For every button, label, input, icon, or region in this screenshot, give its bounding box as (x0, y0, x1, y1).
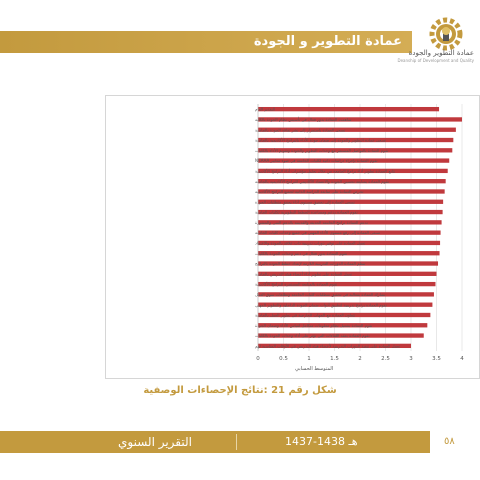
x-tick-label: 3.5 (432, 356, 441, 362)
category-label: تسعى العمادة إلى رفع مستوى الأداء المهني في جميع وحدات كليات الجامعة (255, 230, 381, 236)
category-label: تحرص العمادة على متابعة الدراسة الذاتية لجميع البرامج الأكاديمية (255, 189, 364, 195)
category-label: تقوم العمادة بتفعيل نظام معلومات متكامل لقياس الأداء وضمان الجودة (255, 322, 373, 328)
category-label: تنظم العمادة الدورات التدريبية اللازمة لإعداد خطط الجودة بالبرامج (255, 261, 366, 267)
category-label: تقوم العمادة بالتواصل المستمر مع وحدات التطوير والجودة وتقويم الأداء بالكليات (255, 147, 389, 153)
category-label: تقوم العمادة بدعم ومساعدة الخطط التطويرية لكليات الجامعة (255, 209, 358, 215)
category-label: تقوم العمادة بعقد اللقاءات التي تؤثر على أداء وحدات الجودة بالكليات (255, 333, 370, 339)
figure-caption: شكل رقم 21 :نتائج الإحصاءات الوصفية (143, 385, 337, 396)
logo-subtext: Deanship of Development and Quality (397, 58, 474, 63)
x-tick-label: 3 (409, 356, 413, 362)
chart-frame (105, 95, 480, 379)
bar (258, 107, 439, 111)
category-label: تتابع العمادة تطوير أداء برامج الجامعة من خلال تحليل مؤشرات أداء البرامج الأكاديمية (255, 168, 396, 174)
category-label: تعمل العمادة على تطوير أداء أعضاء هيئة التدريس بالجامعة (255, 271, 353, 277)
category-label: تسعى العمادة إلى تحقيق مستوى أداء يحقق متطلبات الجودة (255, 199, 355, 205)
footer-divider (236, 434, 237, 450)
header-title: عمادة التطوير و الجودة (253, 34, 402, 49)
x-axis-label: المتوسط الحسابي (295, 366, 334, 372)
x-tick-label: 2 (358, 356, 362, 362)
category-label: تسعى العمادة باستمرار إلى نشر ثقافة الجودة بالجامعة (255, 127, 346, 133)
footer-title: التقرير السنوي (118, 435, 192, 449)
category-label: تتعاون العمادة مع الجهات الخارجية في تطوير العمل بالجامعة (255, 312, 356, 318)
category-label: تشارك العمادة بفعالية في تحقيق متطلبات كليات الجامعة وتطلعات سوق العمل (255, 291, 386, 297)
category-label: تقوم العمادة بمتابعة تحسين الجودة والاعتماد الأكاديمي للبرامج الأكاديمية بالجامعة (255, 178, 389, 184)
x-tick-label: 0 (256, 356, 260, 362)
bar-chart (106, 96, 479, 378)
footer-year: 1437-1438 هـ (285, 435, 358, 448)
category-label: تسعى عمادة التطوير والجودة إلى ضمان جودة الأداء بالبرامج الأكاديمية بالجامعة (255, 137, 387, 143)
category-label: تدعم العمادة برامج الجامعة الحديثة والقديمة بالدعم الفني والمشورة (255, 219, 368, 225)
category-label: تقوم العمادة بالمتابعة المستمرة للبرامج الأكاديمية (255, 281, 338, 287)
x-tick-label: 4 (460, 356, 464, 362)
category-label: تقوم العمادة بدور فعال في دعم وحدات الجودة بالكليات (255, 250, 348, 256)
category-label: تقوم العمادة برامج تدريبية لتطبيق أدوات ضمان الجودة الداخلية والتطوير المهني (255, 302, 387, 308)
x-tick-label: 1 (307, 356, 311, 362)
x-tick-label: 0.5 (279, 356, 288, 362)
logo-text: عمادة التطوير والجودة (408, 49, 474, 57)
x-tick-label: 1.5 (330, 356, 339, 362)
category-label: تقوم العمادة بإجراء دراسات ذاتية لكليات الجامعة في ضوء معايير NCAAA (255, 158, 378, 164)
category-label: ساهمت العمادة بدور فعال في تأسيس نظام الجودة بالكلية (255, 117, 352, 123)
category-label: تعمل العمادة على تنفيذ الدورات التدريبية لأعضاء هيئة التدريس في الأوقات المناسبة لهم (255, 343, 401, 349)
footer-bar (0, 431, 430, 453)
category-label: تعمل العمادة على توفير دورات تدريبية ذات علاقة بالجودة والاعتماد (255, 240, 366, 246)
x-tick-label: 2.5 (381, 356, 390, 362)
category-label: التقدير العام (255, 106, 276, 112)
page-number: ٥٨ (444, 436, 455, 447)
